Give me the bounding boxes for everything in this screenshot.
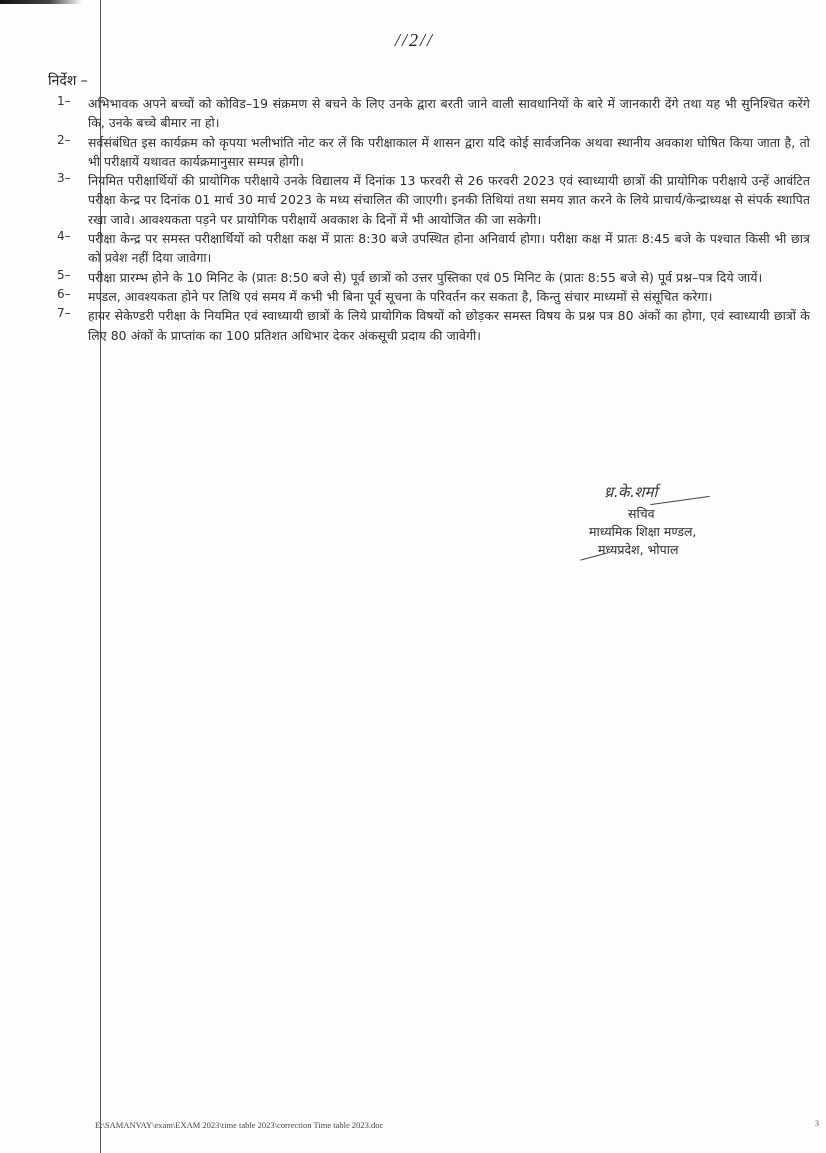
instruction-number: 4– [57,229,71,244]
instruction-item [0,229,826,268]
page-marker: //2// [395,30,435,50]
instruction-text: अभिभावक अपने बच्चों को कोविड–19 संक्रमण से बचने के लिए उनके द्वारा बरती जाने वाली सावधानियों के बारे में जानकारी देंगे तथा यह भी सुनिश्चित करेंगे कि, उनके बच्चे बीमार ना हो। [88,96,810,131]
instruction-text: परीक्षा केन्द्र पर समस्त परीक्षार्थियों को परीक्षा कक्ष में प्रातः 8:30 बजे उपस्थित होना अनिवार्य होगा। परीक्षा कक्ष में प्रातः 8:45 बजे के पश्चात किसी भी छात्र को प्रवेश नहीं दिया जावेगा। [88,231,810,266]
instruction-number: 6– [57,286,71,301]
instructions-heading: निर्देश – [48,73,88,89]
instructions-list [0,94,826,345]
instruction-text: मण्डल, आवश्यकता होने पर तिथि एवं समय में कभी भी बिना पूर्व सूचना के परिवर्तन कर सकता है, किन्तु संचार माध्यमों से संसूचित करेगा। [88,288,713,304]
footer-page-number: 3 [815,1119,819,1128]
instruction-number: 7– [57,306,71,321]
instruction-text: हायर सेकेण्डरी परीक्षा के नियमित एवं स्वाध्यायी छात्रों के लिये प्रायोगिक विषयों को छोड़कर समस्त विषय के प्रश्न पत्र 80 अंकों का होगा, एवं स्वाध्यायी छात्रों के लिए 80 अंकों के प्राप्तांक का 100 प्रतिशत अधिभार देकर अंकसूची प्रदाय की जावेगी। [88,308,810,343]
signatory-organization: माध्यमिक शिक्षा मण्डल, [589,524,697,539]
scan-artifact [0,0,82,4]
instruction-text: सर्वसंबंधित इस कार्यक्रम को कृपया भलीभांति नोट कर लें कि परीक्षाकाल में शासन द्वारा यदि कोई सार्वजनिक अथवा स्थानीय अवकाश घोषित किया जाता है, तो भी परीक्षायें यथावत कार्यक्रमानुसार सम्पन्न होगी। [88,134,810,169]
instruction-number: 1– [57,94,71,108]
instruction-text: नियमित परीक्षार्थियों की प्रायोगिक परीक्षाये उनके विद्यालय में दिनांक 13 फरवरी से 26 फरवरी 2023 एवं स्वाध्यायी छात्रों की प्रायोगिक परीक्षाये उन्हें आवंटित परीक्षा केन्द्र पर दिनांक 01 मार्च 30 मार्च 2023 के मध्य संचालित की जाएगी। इनकी तिथियां तथा समय ज्ञात करने के लिये प्राचार्य/केन्द्राध्यक्ष से संपर्क स्थापित रखा जावे। आवश्यकता पड़ने पर प्रायोगिक परीक्षायें अवकाश के दिनों में भी आयोजित की जा सकेगी। [88,173,810,227]
footer-file-path: E:\SAMANVAY\exam\EXAM 2023\time table 2023\correction Time table 2023.doc [95,1120,384,1130]
handwritten-signature: ध्र.के.शर्मा [604,483,658,501]
instruction-number: 2– [57,132,71,147]
instruction-item [0,94,826,133]
signature-stroke [650,496,710,505]
signatory-place: मध्यप्रदेश, भोपाल [598,542,679,557]
instruction-item [0,133,826,172]
instruction-number: 3– [57,171,71,186]
instruction-number: 5– [57,267,71,282]
instruction-item [0,306,826,345]
instruction-text: परीक्षा प्रारम्भ होने के 10 मिनिट के (प्रातः 8:50 बजे से) पूर्व छात्रों को उत्तर पुस्तिका एवं 05 मिनिट के (प्रातः 8:55 बजे से) पूर्व प्रश्न–पत्र दिये जायें। [88,269,763,285]
instruction-item [0,268,826,287]
signatory-title: सचिव [628,506,655,521]
instruction-item [0,287,826,306]
instruction-item [0,171,826,229]
